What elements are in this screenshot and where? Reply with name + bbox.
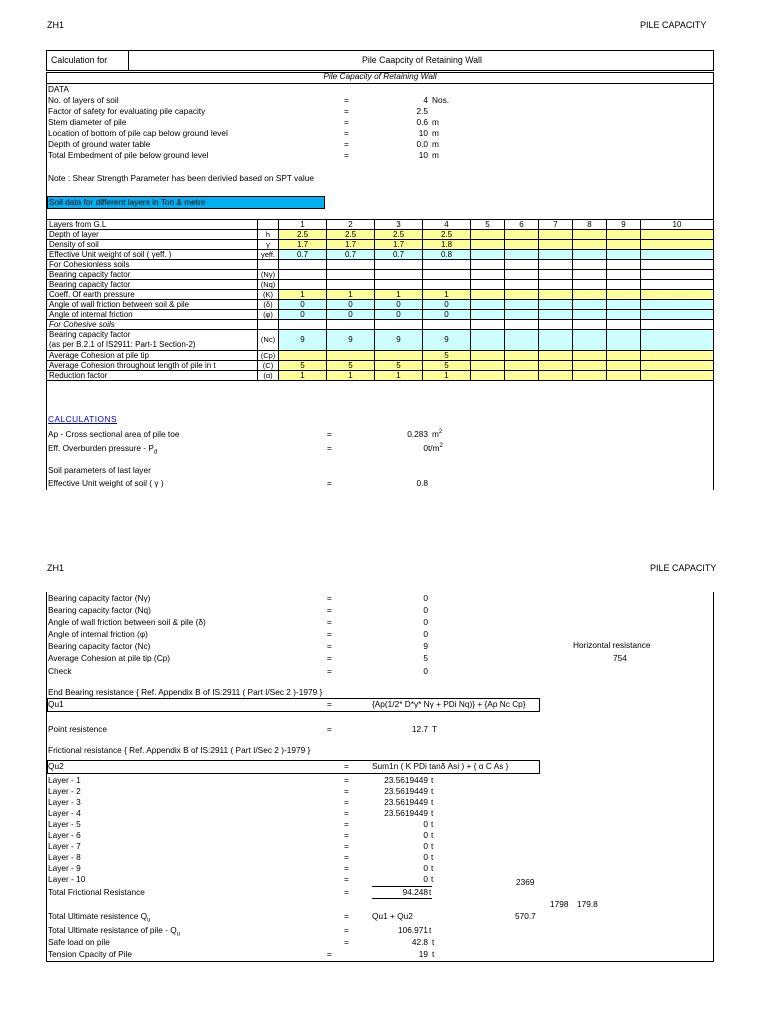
layer-number: 10 [641,220,714,230]
soil-value: 0.7 [279,250,327,260]
soil-table-row [47,250,714,260]
data-label: No. of layers of soil [48,95,119,105]
data-value: 0.0 [416,139,428,149]
soil-row-symbol: h [258,230,279,240]
soil-value: 5 [279,361,327,371]
soil-value: 1.7 [375,240,423,250]
soil-value: 0 [327,310,375,320]
soil-row-symbol: γeff. [258,250,279,260]
soil-row-label: Density of soil [47,240,258,250]
soil-row-symbol: γ [258,240,279,250]
soil-value: 0 [279,300,327,310]
soil-value [279,351,327,361]
layer-label: Layer - 4 [48,808,81,818]
layer-label: Layer - 7 [48,841,81,851]
soil-value: 0 [375,310,423,320]
horizontal-resistance-value: 754 [613,653,627,663]
subtitle: Pile Capacity of Retaining Wall [323,71,437,81]
layer-value: 23.5619449 [384,808,428,818]
soil-row-symbol: (φ) [258,310,279,320]
qu1-formula: {Ap(1/2* D*γ* Nγ + PDi Nq)} + {Ap Nc Cp} [372,699,526,709]
layers-label: Layers from G.L [47,220,258,230]
soil-row-symbol: (K) [258,290,279,300]
soil-value: 1 [423,290,471,300]
soil-row-symbol [258,320,279,330]
soil-table-row [47,310,714,320]
page2-header-left: ZH1 [47,563,65,573]
soil-value: 1 [423,371,471,381]
side-179-8: 179.8 [577,899,598,909]
soil-value: 2.5 [279,230,327,240]
soil-row-label: Angle of internal friction [47,310,258,320]
total-frictional-label: Total Frictional Resistance [48,887,145,897]
layer-value: 23.5619449 [384,797,428,807]
soil-row-symbol: (Cp) [258,351,279,361]
soil-row-symbol: (C) [258,361,279,371]
soil-value: 9 [327,330,375,351]
soil-data-bar-label: Soil data for different layers in Ton & metre [49,197,206,207]
safe-load-label: Safe load on pile [48,937,110,947]
end-bearing-title: End Bearing resistance { Ref. Appendix B of IS:2911 ( Part I/Sec 2 )-1979 } [48,687,323,697]
point-value: 12.7 [411,724,428,734]
data-heading: DATA [48,84,69,94]
frictional-title: Frictional resistance { Ref. Appendix B of IS:2911 ( Part I/Sec 2 )-1979 } [48,745,311,755]
layer-value: 0 [423,830,428,840]
total-ultimate-q-label: Total Ultimate resistence $Q_u$ [48,911,151,924]
soil-table-row [47,361,714,371]
layer-label: Layer - 3 [48,797,81,807]
soil-table-row [47,260,714,270]
soil-value: 2.5 [375,230,423,240]
soil-value: 5 [375,361,423,371]
total-ultimate-value: 106.971 [398,925,428,935]
soil-table-row [47,230,714,240]
layer-number: 4 [423,220,471,230]
qu1-label: Qu1 [48,699,64,709]
tension-value: 19 [418,949,428,959]
qu2-formula: Sum1n ( K PDi tanδ Asi ) + { α C As } [372,761,509,771]
layer-label: Layer - 1 [48,775,81,785]
soil-value: 0 [279,310,327,320]
eff-label: Effective Unit weight of soil ( γ ) [48,478,164,488]
soil-value: 1.8 [423,240,471,250]
layer-number: 1 [279,220,327,230]
soil-table-row [47,351,714,361]
page1-header-right: PILE CAPACITY [640,20,707,30]
layer-number: 7 [539,220,573,230]
soil-value: 1.7 [279,240,327,250]
layer-number: 8 [573,220,607,230]
soil-row-label: Average Cohesion at pile tip [47,351,258,361]
soil-value: 9 [279,330,327,351]
layer-value: 0 [423,874,428,884]
side-1798: 1798 [550,899,569,909]
note: Note : Shear Strength Parameter has been derivied based on SPT value [48,173,314,183]
layer-number: 2 [327,220,375,230]
total-frictional-value: 94.248 [402,887,428,897]
soil-value: 0 [375,300,423,310]
layer-label: Layer - 5 [48,819,81,829]
horizontal-resistance-label: Horizontal resistance [573,640,651,650]
soil-table-header-row [47,220,714,230]
layer-value: 23.5619449 [384,775,428,785]
soil-value: 2.5 [327,230,375,240]
data-value: 4 [423,95,428,105]
layer-label: Layer - 9 [48,863,81,873]
soil-table-row [47,330,714,351]
soil-row-label: Bearing capacity factor (as per B.2.1 of IS2911: Part-1 Section-2) [47,330,258,351]
soil-table-row [47,371,714,381]
side-570-7: 570.7 [515,911,536,921]
soil-value: 5 [423,361,471,371]
soil-row-label: Reduction factor [47,371,258,381]
soil-row-label: Effective Unit weight of soil ( γeff. ) [47,250,258,260]
layer-value: 0 [423,841,428,851]
page1-header-left: ZH1 [47,20,65,30]
layer-number: 6 [505,220,539,230]
soil-row-label: For Cohesionless soils [47,260,258,270]
data-label: Total Embedment of pile below ground level [48,150,209,160]
data-value: 2.5 [416,106,428,116]
layer-value: 23.5619449 [384,786,428,796]
soil-value: 0 [423,300,471,310]
soil-row-symbol: (Nc) [258,330,279,351]
layer-label: Layer - 2 [48,786,81,796]
ap-label: Ap - Cross sectional area of pile toe [48,429,180,439]
soil-value: 1 [279,290,327,300]
soil-value: 1 [375,371,423,381]
soil-row-symbol: (Nq) [258,280,279,290]
soil-row-label: Depth of layer [47,230,258,240]
soil-value: 1 [279,371,327,381]
soil-table [46,219,714,381]
qu2-label: Qu2 [48,761,64,771]
soil-table-row [47,270,714,280]
soil-value: 1 [327,371,375,381]
soil-row-label: Bearing capacity factor [47,270,258,280]
soil-value: 0.7 [375,250,423,260]
soil-row-symbol [258,260,279,270]
layer-label: Layer - 10 [48,874,86,884]
soil-table-row [47,240,714,250]
tension-label: Tension Cpacity of Pile [48,949,132,959]
layer-value: 0 [423,852,428,862]
point-label: Point resistence [48,724,108,734]
ap-value: 0.283 [407,429,428,439]
soil-value: 9 [423,330,471,351]
soil-value: 1.7 [327,240,375,250]
layer-number: 3 [375,220,423,230]
calculations-heading: CALCULATIONS [48,414,118,424]
eff-value: 0.8 [416,478,428,488]
data-label: Factor of safety for evaluating pile capacity [48,106,206,116]
safe-load-value: 42.8 [411,937,428,947]
soil-value: 2.5 [423,230,471,240]
pd-label: Eff. Overburden pressure - $P_d$ [48,443,158,456]
soil-value: 0 [327,300,375,310]
pd-value: 0 [423,443,428,453]
soil-table-row [47,300,714,310]
soil-row-label: For Cohesive soils [47,320,258,330]
layer-number: 9 [607,220,641,230]
data-label: Depth of ground water table [48,139,151,149]
soil-value [375,351,423,361]
layer-value: 0 [423,819,428,829]
soil-table-row [47,290,714,300]
soil-row-label: Average Cohesion throughout length of pile in t [47,361,258,371]
total-ultimate-formula: Qu1 + Qu2 [372,911,413,921]
soil-table-row [47,280,714,290]
soil-value: 5 [423,351,471,361]
soil-value: 0.8 [423,250,471,260]
soil-value: 1 [327,290,375,300]
soil-row-label: Angle of wall friction between soil & pile [47,300,258,310]
soil-row-symbol: (δ) [258,300,279,310]
data-value: 10 [418,150,428,160]
side-2369: 2369 [516,877,535,887]
layer-value: 0 [423,863,428,873]
calc-for-label: Calculation for [51,55,108,65]
data-value: 10 [418,128,428,138]
data-label: Location of bottom of pile cap below ground level [48,128,228,138]
calc-for-value: Pile Caapcity of Retaining Wall [362,55,482,65]
soil-value: 5 [327,361,375,371]
soil-row-label: Coeff. Of earth pressure [47,290,258,300]
soil-table-row [47,320,714,330]
soil-row-label: Bearing capacity factor [47,280,258,290]
soil-value [327,351,375,361]
layer-label: Layer - 8 [48,852,81,862]
data-label: Stem diameter of pile [48,117,127,127]
total-ultimate-pile-label: Total Ultimate resistance of pile - $Q_u$ [48,925,180,938]
layer-label: Layer - 6 [48,830,81,840]
soil-value: 0.7 [327,250,375,260]
layer-number: 5 [471,220,505,230]
soil-value: 0 [423,310,471,320]
last-layer-label: Soil parameters of last layer [48,465,151,475]
soil-value: 1 [375,290,423,300]
page2-header-right: PILE CAPACITY [650,563,717,573]
data-value: 0.6 [416,117,428,127]
soil-row-symbol: (α) [258,371,279,381]
soil-value: 9 [375,330,423,351]
soil-row-symbol: (Nγ) [258,270,279,280]
